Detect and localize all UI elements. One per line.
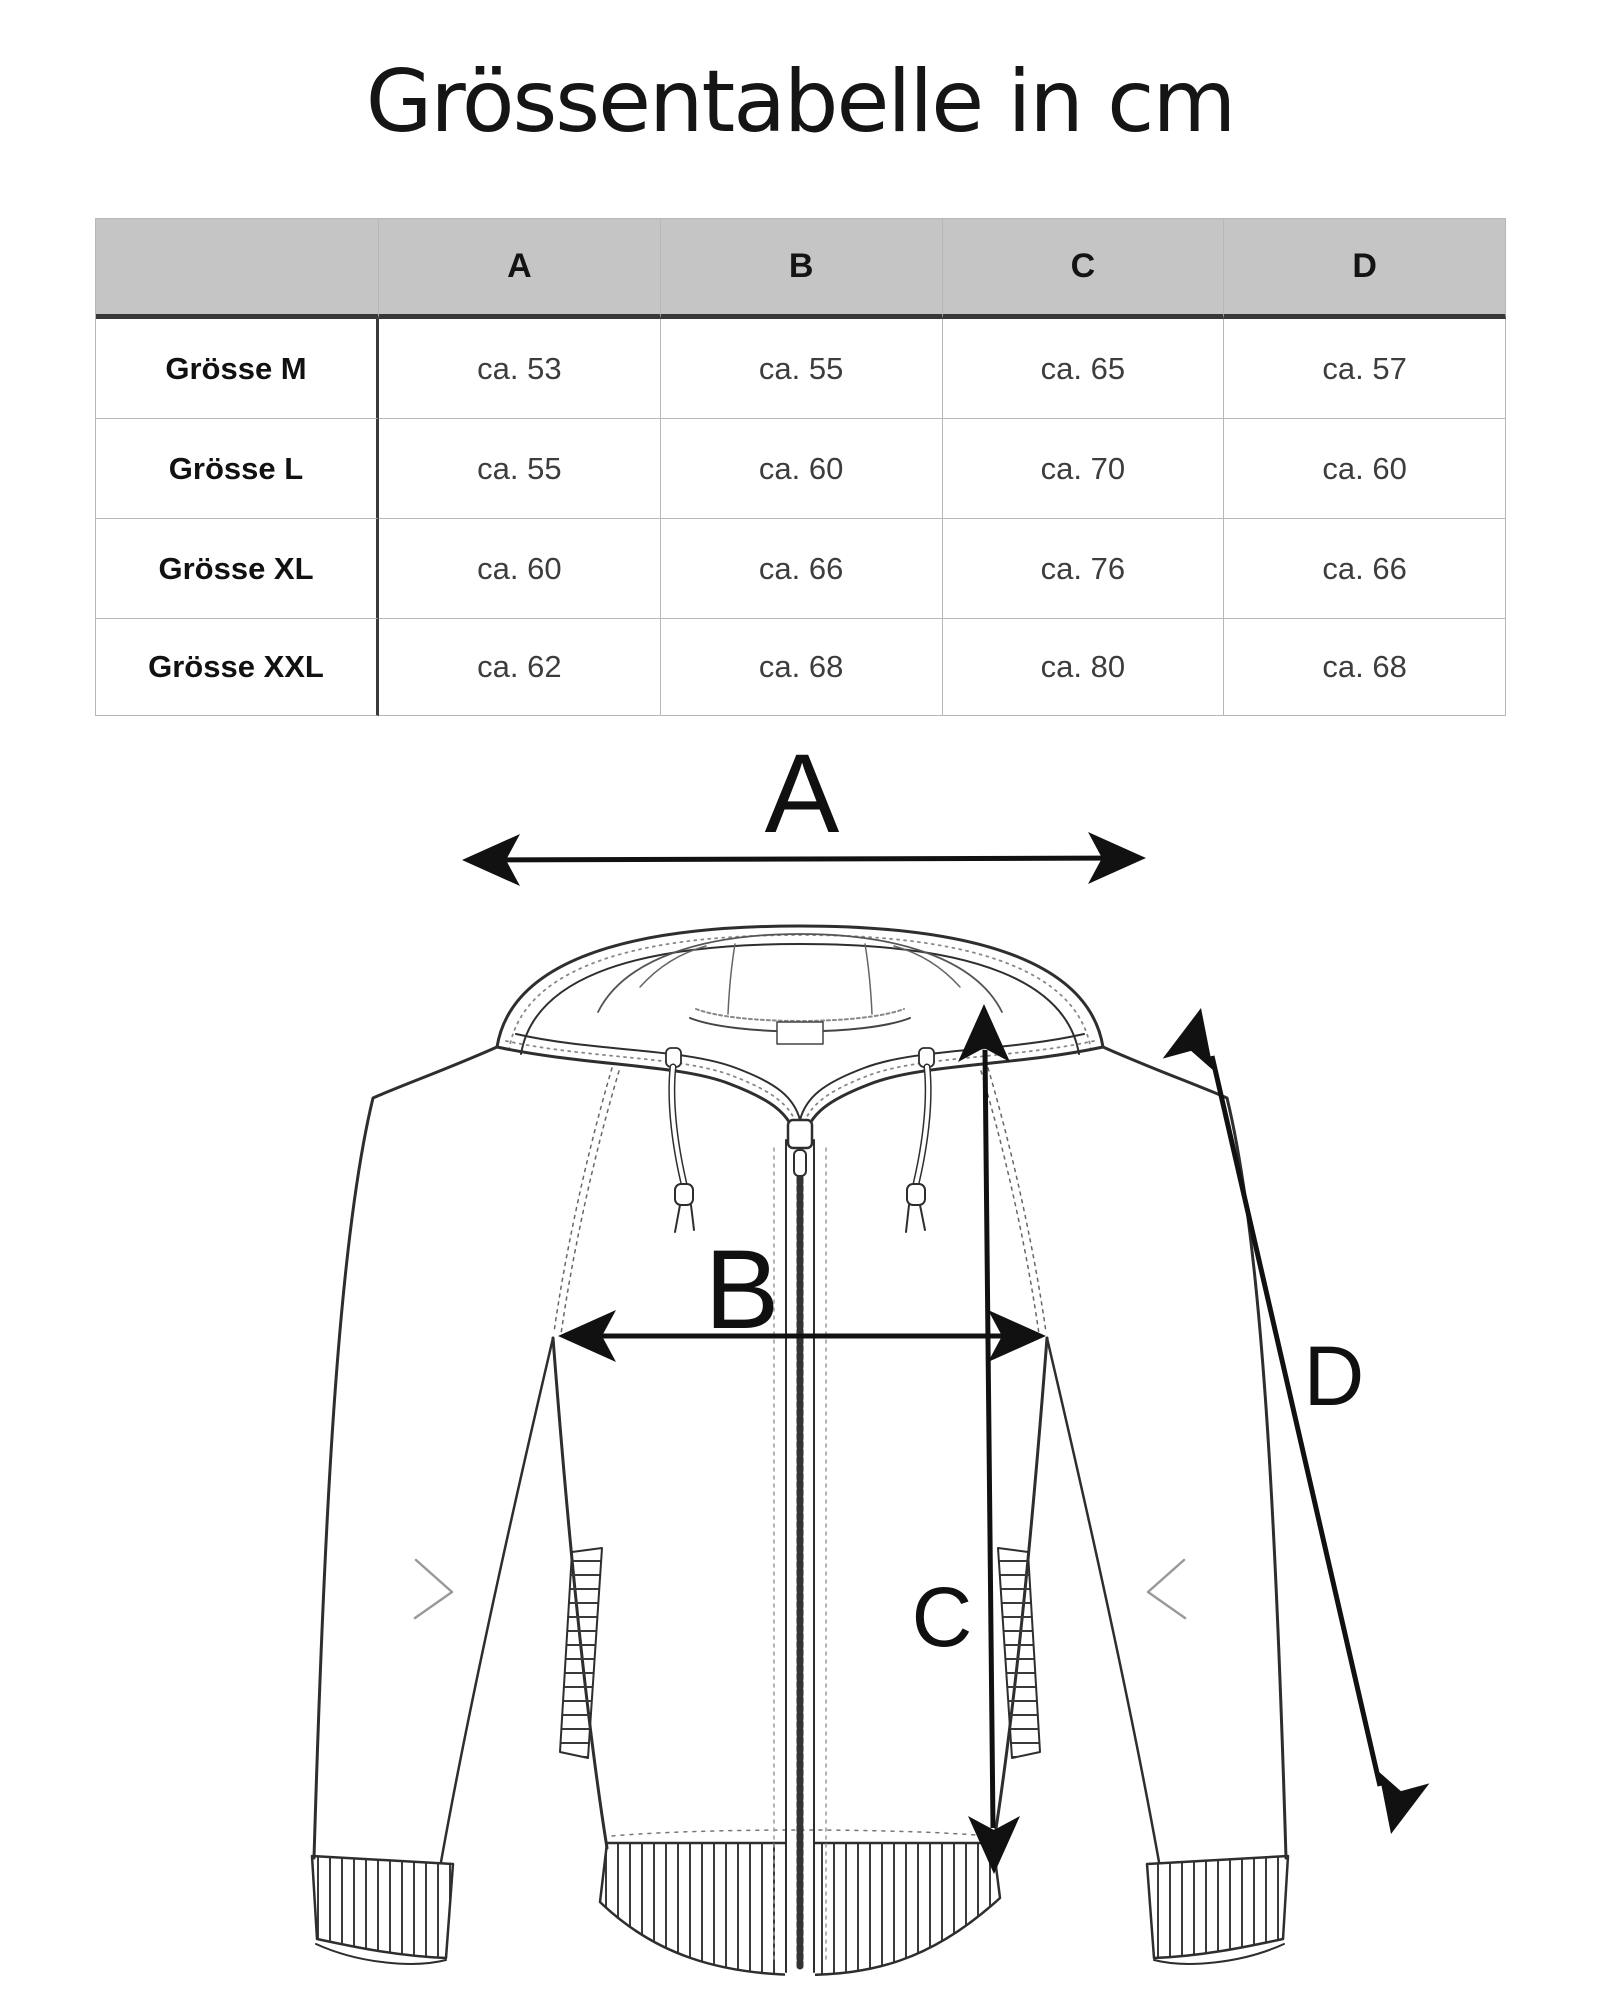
col-header-d: D [1224, 219, 1506, 319]
cell-l-d: ca. 60 [1224, 419, 1506, 519]
cell-xxl-d: ca. 68 [1224, 619, 1506, 716]
right-toggle [907, 1184, 925, 1205]
row-label-xxl: Grösse XXL [96, 619, 379, 716]
row-label-m: Grösse M [96, 319, 379, 419]
cell-xl-a: ca. 60 [379, 519, 661, 619]
zipper-slider [788, 1120, 812, 1148]
row-label-l: Grösse L [96, 419, 379, 519]
right-sleeve-chevron [1148, 1560, 1185, 1618]
right-pocket-rib [998, 1548, 1040, 1758]
arrowhead-up-icon [1163, 1002, 1227, 1070]
cell-l-b: ca. 60 [661, 419, 943, 519]
cell-xxl-c: ca. 80 [943, 619, 1225, 716]
zipper-pull [794, 1150, 806, 1176]
col-header-b: B [661, 219, 943, 319]
measure-label-c: C [911, 1570, 973, 1664]
cell-m-a: ca. 53 [379, 319, 661, 419]
measure-arrow-d [1163, 1002, 1430, 1840]
cell-xl-b: ca. 66 [661, 519, 943, 619]
cell-xxl-a: ca. 62 [379, 619, 661, 716]
left-pocket-rib [560, 1548, 602, 1758]
measure-label-b: B [704, 1227, 780, 1352]
left-sleeve-chevron [415, 1560, 452, 1618]
right-cuff-rib [1147, 1856, 1288, 1958]
row-label-xl: Grösse XL [96, 519, 379, 619]
cell-m-c: ca. 65 [943, 319, 1225, 419]
arrowhead-down-icon [1366, 1772, 1430, 1840]
cell-xxl-b: ca. 68 [661, 619, 943, 716]
cell-xl-d: ca. 66 [1224, 519, 1506, 619]
measure-label-a: A [764, 731, 840, 856]
col-header-a: A [379, 219, 661, 319]
left-toggle [675, 1184, 693, 1205]
measure-label-d: D [1303, 1329, 1365, 1423]
col-header-c: C [943, 219, 1225, 319]
right-sleeve [1047, 1047, 1288, 1964]
cell-l-a: ca. 55 [379, 419, 661, 519]
cell-m-d: ca. 57 [1224, 319, 1506, 419]
jacket-drawing [312, 926, 1288, 1978]
left-sleeve [312, 1047, 553, 1964]
cell-l-c: ca. 70 [943, 419, 1225, 519]
left-cuff-rib [312, 1856, 453, 1958]
cell-xl-c: ca. 76 [943, 519, 1225, 619]
collar-tag [777, 1022, 823, 1044]
page-title: Grössentabelle in cm [365, 52, 1235, 152]
hood [497, 926, 1103, 1138]
cell-m-b: ca. 55 [661, 319, 943, 419]
